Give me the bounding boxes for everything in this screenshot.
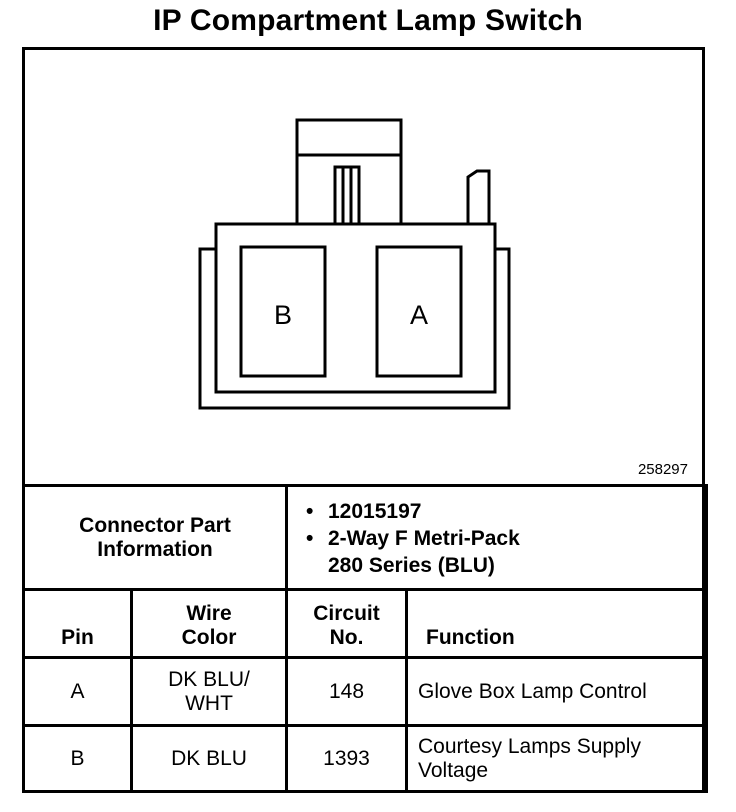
header-wire-color xyxy=(132,590,287,658)
connector-description-item xyxy=(306,525,705,579)
part-number: 12015197 xyxy=(328,500,422,523)
connector-face-drawing xyxy=(25,50,702,487)
connector-part-bullets xyxy=(288,490,705,585)
connector-part-row xyxy=(24,486,707,590)
row-a-pin: A xyxy=(24,658,132,726)
connector-outer-shell xyxy=(200,224,509,408)
row-a-function-line1: Glove Box Lamp Control xyxy=(418,679,647,703)
diagram-frame xyxy=(22,47,705,793)
header-circuit xyxy=(287,590,407,658)
bullet-glyph: • xyxy=(306,527,314,550)
row-a-function xyxy=(407,658,707,726)
cavity-b-label: B xyxy=(273,300,293,330)
header-wire-color-line2: Color xyxy=(181,626,237,649)
bullet-glyph: • xyxy=(306,500,314,523)
connector-description-line1: 2-Way F Metri-Pack xyxy=(328,527,520,550)
figure-id: 258297 xyxy=(637,461,688,478)
connector-part-label-cell xyxy=(24,486,287,590)
connector-info-table xyxy=(22,484,708,793)
header-pin-text: Pin xyxy=(61,626,94,649)
row-b-function-line2: Voltage xyxy=(418,758,489,782)
header-circuit-line2: No. xyxy=(329,626,364,649)
table-row xyxy=(24,726,707,792)
row-b-pin: B xyxy=(24,726,132,792)
row-a-wire-line2: WHT xyxy=(185,691,233,715)
connector-inner-shell xyxy=(216,249,495,392)
latch-rib xyxy=(335,167,359,223)
connector-latch-tab xyxy=(297,120,401,223)
header-function xyxy=(407,590,707,658)
row-b-wire-line1: DK BLU xyxy=(171,746,247,770)
row-b-function xyxy=(407,726,707,792)
connector-part-label-line1: Connector Part xyxy=(79,513,231,537)
row-b-circuit: 1393 xyxy=(287,726,407,792)
connector-part-label-line2: Information xyxy=(97,537,213,561)
row-a-wire-line1: DK BLU/ xyxy=(168,667,250,691)
cavity-a-label: A xyxy=(409,300,429,330)
header-circuit-line1: Circuit xyxy=(313,602,380,625)
part-number-item xyxy=(306,498,705,525)
header-function-text: Function xyxy=(426,626,515,649)
column-header-row xyxy=(24,590,707,658)
page-title: IP Compartment Lamp Switch xyxy=(153,4,583,37)
header-pin xyxy=(24,590,132,658)
table-row xyxy=(24,658,707,726)
connector-description-line2: 280 Series (BLU) xyxy=(328,554,495,577)
connector-part-info-cell xyxy=(287,486,707,590)
row-a-circuit: 148 xyxy=(287,658,407,726)
header-wire-color-line1: Wire xyxy=(186,602,232,625)
connector-diagram-area xyxy=(25,50,702,487)
row-b-wire-color xyxy=(132,726,287,792)
row-b-function-line1: Courtesy Lamps Supply xyxy=(418,734,641,758)
row-a-wire-color xyxy=(132,658,287,726)
keying-post xyxy=(468,171,489,223)
